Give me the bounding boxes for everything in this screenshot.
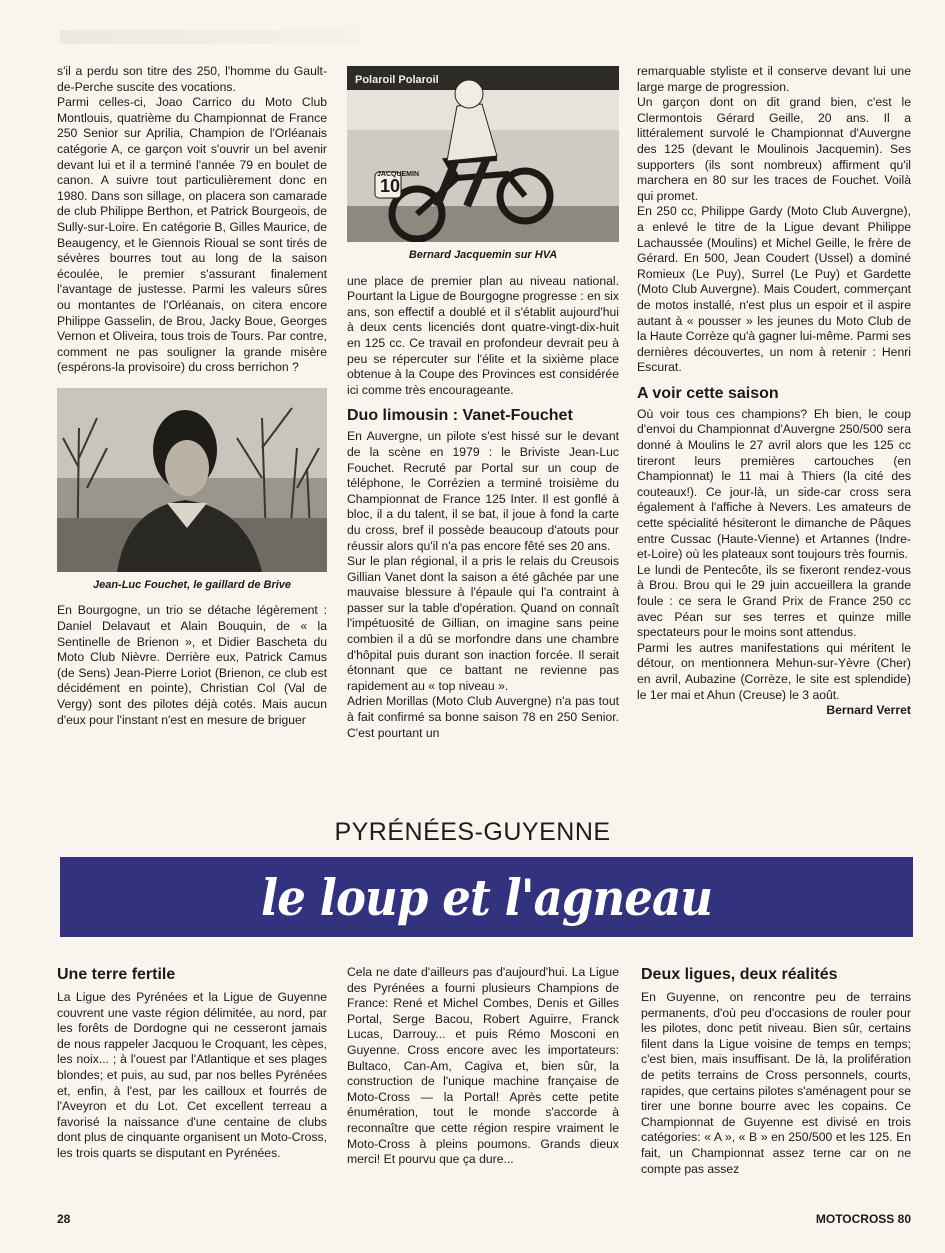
author-signature: Bernard Verret [826, 703, 911, 718]
section-heading: A voir cette saison [637, 384, 779, 402]
portrait-image [57, 388, 327, 572]
section-heading: Deux ligues, deux réalités [641, 966, 838, 983]
banner-text: Polaroil Polaroil [355, 74, 439, 86]
column-3 [637, 64, 911, 719]
magazine-name: MOTOCROSS 80 [815, 1212, 911, 1226]
paragraph: Où voir tous ces champions? Eh bien, le coup d'envoi du Championnat d'Auvergne 250/500 sera donné à Moulins le 27 avril alors que les 125 cc tireront leurs premières cartouches (en Championnat) le 11 mai à Thiers (la cité des couteaux!). Ce jour-là, un side-car cross sera également à l'affiche à Nevers. Les amateurs de cette spécialité hésiteront le dimanche de Pâques entre Cussac (Haute-Vienne) et Artannes (Indre-et-Loire) où les plateaux sont toujours très fournis. [637, 406, 911, 562]
signature-line [637, 703, 911, 719]
paragraph: En Bourgogne, un trio se détache légèrement : Daniel Delavaut et Alain Bouquin, de « la Sentinelle de Brienon », et Didier Bascheta du Moto Club Nièvre. Derrière eux, Patrick Camus (de Sens) Jean-Pierre Loriot (Brienon, ce club est décidément en pointe), Christian Col (Val de Vergy) sont des pilotes déjà cotés. Mais aucun d'eux pour l'instant n'est en mesure de briguer [57, 603, 327, 727]
motocross-image [347, 66, 619, 242]
section-heading: Une terre fertile [57, 966, 176, 983]
paragraph: Parmi celles-ci, Joao Carrico du Moto Club Montlouis, quatrième du Championnat de France 250 Senior sur Aprilia, Champion de l'Orléanais catégorie A, ce garçon voit s'ouvrir un bel avenir devant lui et il a terminé l'année 79 en boulet de canon. A suivre tout particulièrement donc en 1980. Dans son sillage, on placera son camarade de club Philippe Berthon, et Patrick Bourgeois, de Sully-sur-Loire. En catégorie B, Gilles Maurice, de Beaugency, et le Giennois Rioual se sont tirés de sévères bourres tout au long de la saison écoulée, le premier s'assurant finalement l'avantage de justesse. Parmi les valeurs sûres ou montantes de l'Orléanais, on citera encore Philippe Gasselin, de Brou, Jacky Boue, Georges Vernon et Oliveira, tous trois de Tours. Par contre, comment ne pas souligner la grande misère (espérons-la provisoire) du cross berrichon ? [57, 95, 327, 375]
photo-fouchet [57, 388, 327, 572]
paragraph: Adrien Morillas (Moto Club Auvergne) n'a pas tout à fait confirmé sa bonne saison 78 en 250 Senior. C'est pourtant un [347, 694, 619, 740]
paragraph: remarquable styliste et il conserve devant lui une large marge de progression. [637, 64, 911, 94]
column-2 [347, 64, 619, 741]
paragraph: s'il a perdu son titre des 250, l'homme du Gault-de-Perche suscite des vocations. [57, 64, 327, 94]
paragraph: Un garçon dont on dit grand bien, c'est le Clermontois Gérard Geille, 20 ans. Il a littéralement survolé le Championnat d'Auvergne des 125 (devant le Moulinois Jacquemin). Ses supporters (ils sont nombreux) affirment qu'il marchera en 80 sur les traces de Fouchet. Voilà qui promet. [637, 95, 911, 203]
paragraph: En 250 cc, Philippe Gardy (Moto Club Auvergne), a enlevé le titre de la Ligue devant Philippe Lachaussée (Moulins) et Michel Geille, le frère de Gérard. En 500, Jean Coudert (Ussel) a dominé Romieux (Le Puy), Surrel (Le Puy) et Gardette (Moto Club Auvergne). Mais Coudert, commerçant de motos installé, n'est plus un espoir et il aspire autant à « pousser » les jeunes du Moto Club de la Haute Corrèze qu'à gagner lui-même. Parmi ses dernières découvertes, un nom à retenir : Henri Escurat. [637, 204, 911, 375]
photo-jacquemin [347, 66, 619, 242]
paragraph: Cela ne date d'ailleurs pas d'aujourd'hui. La Ligue des Pyrénées a fourni plusieurs Champions de France: René et Michel Combes, Denis et Gilles Portal, Serge Bacou, Robert Aguirre, Franck Lucas, Darrouy... et puis Rémo Mosconi en Guyenne. Cross encore avec les importateurs: Bultaco, Can-Am, Cagiva et, bien sûr, la construction de l'unique machine française de Moto-Cross — la Portal! Après cette petite énumération, tout le monde s'accorde à reconnaître que cette région respire vraiment le Moto-Cross à pleins poumons. Grands dieux merci! Et pourvu que ça dure... [347, 965, 619, 1167]
region-title: PYRÉNÉES-GUYENNE [334, 818, 611, 846]
paragraph: En Guyenne, on rencontre peu de terrains permanents, d'où peu d'occasions de rouler pour les pilotes, donc petit niveau. Bien sûr, certains filent dans la Ligue voisine de temps en temps; c'est bien, mais insuffisant. De là, la prolifération de petits terrains de Cross personnels, courts, rapides, que certains pilotes s'aménagent pour se tirer une bonne bourre avec les copains. Ce Championnat de Guyenne est divisé en trois catégories: « A », « B » en 250/500 et les 125. En fait, un Championnat assez terne car on ne compte pas assez [641, 990, 911, 1176]
faded-running-head [60, 30, 360, 44]
bottom-column-2 [347, 965, 619, 1168]
paragraph: une place de premier plan au niveau national. Pourtant la Ligue de Bourgogne progresse : en six ans, son effectif a doublé et il s'établit aujourd'hui à deux cents licenciés dont quatre-vingt-dix-huit en 125 cc. Ce travail en profondeur devrait peu à peu se répercuter sur l'élite et la sixième place obtenue à la Coupe des Provinces est considérée ici comme très encourageante. [347, 273, 619, 397]
paragraph: Sur le plan régional, il a pris le relais du Creusois Gillian Vanet dont la saison a été gâchée par une mauvaise blessure à l'épaule qui l'a contraint à passer sur la table d'opération. Quand on connaît l'impétuosité de Gillian, on imagine sans peine combien il a dû se morfondre dans une chambre d'hôpital puis durant son inaction forcée. Il serait étonnant que ce battant ne revienne pas rapidement au « top niveau ». [347, 554, 619, 693]
bottom-column-3 [641, 965, 911, 1177]
paragraph: Parmi les autres manifestations qui méritent le détour, on mentionnera Mehun-sur-Yèvre (Cher) en avril, Aubazine (Corrèze, le site est splendide) le 1er mai et Ahun (Creuse) le 3 août. [637, 640, 911, 702]
paragraph: Le lundi de Pentecôte, ils se fixeront rendez-vous à Brou. Brou qui le 29 juin accueillera la grande foule : ce sera le Grand Prix de France 250 cc avec Péan sur ses terres et quinze mille spectateurs pour le moins sont attendus. [637, 562, 911, 640]
bike-number: 10 [380, 176, 401, 196]
bike-name: JACQUEMIN [377, 171, 420, 178]
paragraph: La Ligue des Pyrénées et la Ligue de Guyenne couvrent une vaste région délimitée, au nord, par les forêts de Dordogne qui ne cesseront jamais de nous rappeler Jacquou le Croquant, les cèpes, les noix... ; à l'ouest par l'Atlantique et ses plages blondes; et puis, au sud, par nos belles Pyrénées et, enfin, à l'est, par les cailloux et fourrés de l'Aveyron et du Lot. Cet excellent terreau a favorisé la naissance d'une centaine de clubs dont plus de cinquante organisent un Moto-Cross, les trois quarts se disputant en Pyrénées. [57, 990, 327, 1160]
section-heading: Duo limousin : Vanet-Fouchet [347, 407, 573, 425]
page-number: 28 [57, 1212, 71, 1226]
bottom-column-1 [57, 965, 327, 1162]
column-1 [57, 64, 327, 728]
photo-caption: Jean-Luc Fouchet, le gaillard de Brive [92, 578, 292, 591]
paragraph: En Auvergne, un pilote s'est hissé sur le devant de la scène en 1979 : le Briviste Jean-Luc Fouchet. Recruté par Portal sur un coup de téléphone, le Corrézien a terminé troisième du Championnat de France 125 Inter. Il est gonflé à bloc, il a du talent, il se bat, il joue à fond la carte du cross, bref il possède beaucoup d'atouts pour réussir alors qu'il n'a pas encore fêté ses 20 ans. [347, 429, 619, 553]
article-banner [60, 857, 913, 937]
banner-title: le loup et l'agneau [260, 867, 713, 927]
photo-caption: Bernard Jacquemin sur HVA [408, 249, 558, 261]
